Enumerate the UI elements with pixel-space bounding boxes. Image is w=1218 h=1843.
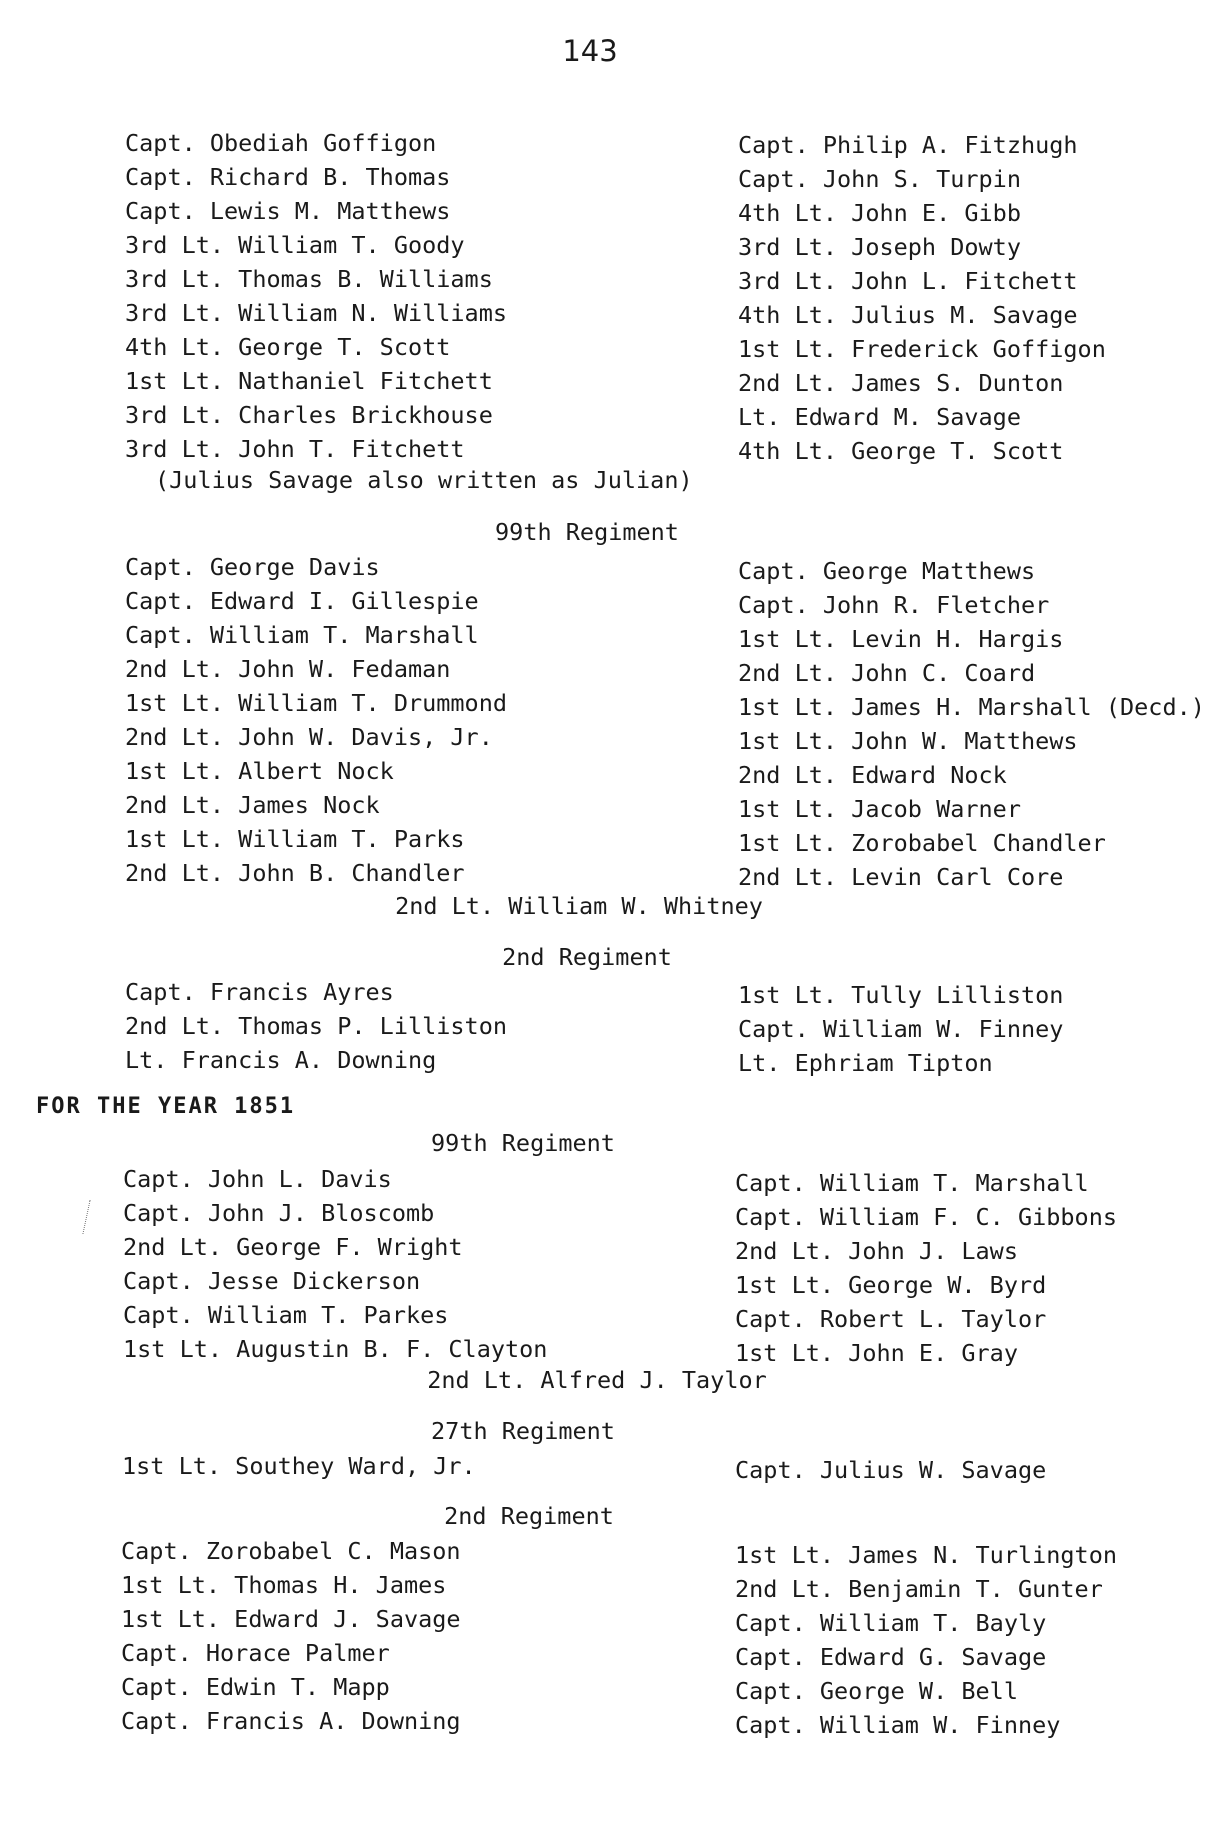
- officer-entry: Capt. Francis Ayres: [125, 978, 394, 1006]
- officer-entry: 3rd Lt. John T. Fitchett: [125, 435, 465, 463]
- officer-entry: 4th Lt. Julius M. Savage: [738, 301, 1078, 329]
- officer-entry: 3rd Lt. Joseph Dowty: [738, 233, 1021, 261]
- officer-entry: Capt. William T. Marshall: [735, 1169, 1089, 1197]
- officer-entry: 2nd Lt. John W. Davis, Jr.: [125, 723, 493, 751]
- officer-entry: 2nd Lt. John C. Coard: [738, 659, 1036, 687]
- officer-entry: 1st Lt. Albert Nock: [125, 757, 394, 785]
- centered-officer-entry: 2nd Lt. Alfred J. Taylor: [427, 1366, 767, 1394]
- right-column: [738, 128, 1106, 468]
- officer-entry: Capt. Robert L. Taylor: [735, 1305, 1047, 1333]
- regiment-heading: 99th Regiment: [495, 518, 679, 546]
- officer-entry: 1st Lt. George W. Byrd: [735, 1271, 1047, 1299]
- officer-entry: 1st Lt. Zorobabel Chandler: [738, 829, 1106, 857]
- officer-entry: 2nd Lt. Thomas P. Lilliston: [125, 1012, 508, 1040]
- regiment-heading: 27th Regiment: [431, 1417, 615, 1445]
- officer-entry: Capt. William F. C. Gibbons: [735, 1203, 1118, 1231]
- officer-entry: 3rd Lt. William N. Williams: [125, 299, 508, 327]
- year-heading: FOR THE YEAR 1851: [36, 1094, 296, 1119]
- officer-entry: 1st Lt. Nathaniel Fitchett: [125, 367, 493, 395]
- officer-entry: Capt. John S. Turpin: [738, 165, 1021, 193]
- officer-entry: 1st Lt. Jacob Warner: [738, 795, 1021, 823]
- officer-entry: Lt. Francis A. Downing: [125, 1046, 437, 1074]
- officer-entry: Capt. John R. Fletcher: [738, 591, 1050, 619]
- officer-entry: Lt. Ephriam Tipton: [738, 1049, 993, 1077]
- officer-entry: 3rd Lt. Charles Brickhouse: [125, 401, 493, 429]
- officer-entry: Capt. Obediah Goffigon: [125, 129, 437, 157]
- officer-entry: Capt. Richard B. Thomas: [125, 163, 451, 191]
- officer-entry: 1st Lt. James H. Marshall (Decd.): [738, 693, 1205, 721]
- officer-entry: 1st Lt. John E. Gray: [735, 1339, 1018, 1367]
- officer-entry: 1st Lt. Tully Lilliston: [738, 981, 1064, 1009]
- officer-entry: Capt. Lewis M. Matthews: [125, 197, 451, 225]
- officer-entry: 3rd Lt. Thomas B. Williams: [125, 265, 493, 293]
- officer-entry: Capt. George Matthews: [738, 557, 1036, 585]
- officer-entry: Capt. John L. Davis: [123, 1165, 392, 1193]
- officer-entry: 4th Lt. John E. Gibb: [738, 199, 1021, 227]
- officer-entry: 4th Lt. George T. Scott: [738, 437, 1064, 465]
- officer-entry: 1st Lt. Thomas H. James: [121, 1571, 447, 1599]
- officer-entry: Lt. Edward M. Savage: [738, 403, 1021, 431]
- officer-entry: 2nd Lt. George F. Wright: [123, 1233, 463, 1261]
- left-column: [125, 975, 507, 1077]
- left-column: [125, 550, 507, 890]
- officer-entry: 2nd Lt. John W. Fedaman: [125, 655, 451, 683]
- officer-entry: 2nd Lt. John J. Laws: [735, 1237, 1018, 1265]
- officer-entry: Capt. William T. Marshall: [125, 621, 479, 649]
- officer-entry: 2nd Lt. John B. Chandler: [125, 859, 465, 887]
- officer-entry: Capt. William T. Bayly: [735, 1609, 1047, 1637]
- officer-entry: Capt. Philip A. Fitzhugh: [738, 131, 1078, 159]
- officer-entry: Capt. Horace Palmer: [121, 1639, 390, 1667]
- officer-entry: 1st Lt. James N. Turlington: [735, 1541, 1118, 1569]
- right-column: [738, 978, 1063, 1080]
- centered-officer-entry: 2nd Lt. William W. Whitney: [395, 892, 763, 920]
- right-column: [735, 1538, 1117, 1742]
- right-column: [738, 554, 1205, 894]
- officer-entry: Capt. Edwin T. Mapp: [121, 1673, 390, 1701]
- right-column: [735, 1453, 1046, 1487]
- officer-entry: Capt. Francis A. Downing: [121, 1707, 461, 1735]
- regiment-heading: 99th Regiment: [431, 1129, 615, 1157]
- officer-entry: 1st Lt. Southey Ward, Jr.: [122, 1452, 476, 1480]
- officer-entry: 1st Lt. William T. Parks: [125, 825, 465, 853]
- officer-entry: 1st Lt. Levin H. Hargis: [738, 625, 1064, 653]
- officer-entry: 2nd Lt. Benjamin T. Gunter: [735, 1575, 1103, 1603]
- stray-pen-mark: [82, 1200, 98, 1234]
- spelling-note: (Julius Savage also written as Julian): [155, 466, 693, 494]
- officer-entry: Capt. William W. Finney: [735, 1711, 1061, 1739]
- officer-entry: Capt. Zorobabel C. Mason: [121, 1537, 461, 1565]
- officer-entry: 2nd Lt. James Nock: [125, 791, 380, 819]
- officer-entry: 1st Lt. John W. Matthews: [738, 727, 1078, 755]
- officer-entry: Capt. Julius W. Savage: [735, 1456, 1047, 1484]
- left-column: [122, 1449, 476, 1483]
- officer-entry: 2nd Lt. Levin Carl Core: [738, 863, 1064, 891]
- officer-entry: 1st Lt. Augustin B. F. Clayton: [123, 1335, 548, 1363]
- officer-entry: Capt. William T. Parkes: [123, 1301, 449, 1329]
- officer-entry: 2nd Lt. James S. Dunton: [738, 369, 1064, 397]
- regiment-heading: 2nd Regiment: [502, 943, 672, 971]
- officer-entry: 1st Lt. William T. Drummond: [125, 689, 508, 717]
- left-column: [123, 1162, 547, 1366]
- officer-entry: 4th Lt. George T. Scott: [125, 333, 451, 361]
- officer-entry: Capt. George W. Bell: [735, 1677, 1018, 1705]
- officer-entry: 2nd Lt. Edward Nock: [738, 761, 1007, 789]
- officer-entry: 1st Lt. Frederick Goffigon: [738, 335, 1106, 363]
- officer-entry: 1st Lt. Edward J. Savage: [121, 1605, 461, 1633]
- officer-entry: 3rd Lt. William T. Goody: [125, 231, 465, 259]
- left-column: [125, 126, 507, 466]
- officer-entry: 3rd Lt. John L. Fitchett: [738, 267, 1078, 295]
- right-column: [735, 1166, 1117, 1370]
- left-column: [121, 1534, 461, 1738]
- officer-entry: Capt. William W. Finney: [738, 1015, 1064, 1043]
- page-number: 143: [562, 34, 618, 68]
- officer-entry: Capt. George Davis: [125, 553, 380, 581]
- officer-entry: Capt. Edward G. Savage: [735, 1643, 1047, 1671]
- officer-entry: Capt. John J. Bloscomb: [123, 1199, 435, 1227]
- regiment-heading: 2nd Regiment: [444, 1502, 614, 1530]
- officer-entry: Capt. Jesse Dickerson: [123, 1267, 421, 1295]
- officer-entry: Capt. Edward I. Gillespie: [125, 587, 479, 615]
